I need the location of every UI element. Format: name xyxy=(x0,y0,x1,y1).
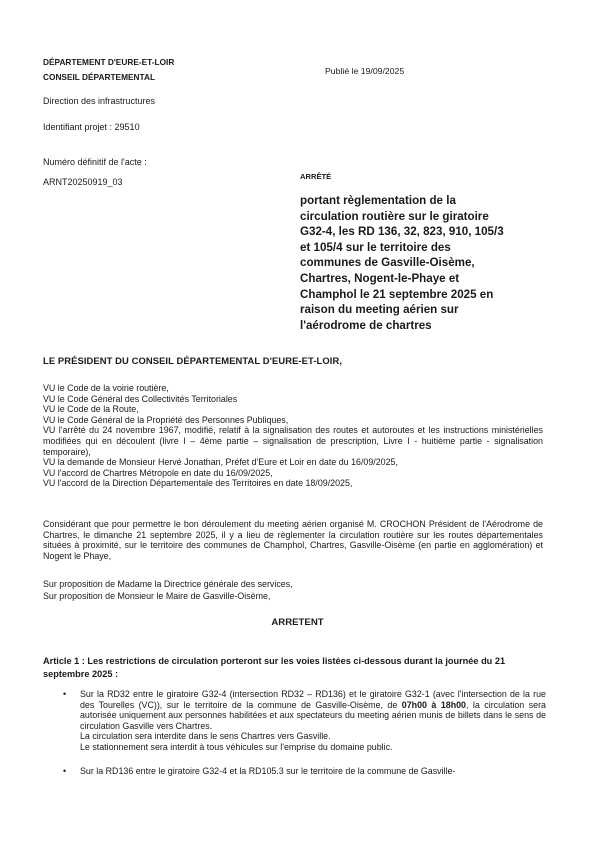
proposals xyxy=(43,579,543,602)
title-line: Chartres, Nogent-le-Phaye et xyxy=(300,271,460,285)
act-number: ARNT20250919_03 xyxy=(43,177,123,187)
department-header xyxy=(43,55,174,85)
arrete-title xyxy=(300,193,540,333)
title-line: portant règlementation de la xyxy=(300,194,456,207)
bullet-text: Sur la RD136 entre le giratoire G32-4 et la RD105.3 sur le territoire de la commune de Gasville- xyxy=(80,766,456,776)
bullet-subline: Le stationnement sera interdit à tous véhicules sur l'emprise du domaine public. xyxy=(80,741,393,752)
arrete-label: ARRÊTÉ xyxy=(300,172,332,181)
title-line: raison du meeting aérien sur xyxy=(300,303,459,317)
bullet-icon: • xyxy=(63,766,67,776)
title-line: et 105/4 sur le territoire des xyxy=(300,240,451,254)
department-name: DÉPARTEMENT D'EURE-ET-LOIR xyxy=(43,57,175,67)
list-item xyxy=(60,689,546,752)
title-line: G32-4, les RD 136, 32, 823, 910, 105/3 xyxy=(300,225,504,239)
title-line: l'aérodrome de chartres xyxy=(300,318,432,332)
article-1-heading: Article 1 : Les restrictions de circulation porteront sur les voies listées ci-dessous durant la journée du 21 septembre 2025 : xyxy=(43,656,506,679)
vu-item: VU l'arrêté du 24 novembre 1967, modifié, relatif à la signalisation des routes et autoroutes et les instructions ministérielles modifiées qui en découlent (livre I – 4ème partie – signalisation de prescription, Livre I - huitième partie - signalisation temporaire), xyxy=(43,425,543,457)
title-line: communes de Gasville-Oisème, xyxy=(300,256,475,270)
proposal-line: Sur proposition de Madame la Directrice générale des services, xyxy=(43,579,293,589)
vu-list xyxy=(43,383,543,489)
vu-item: VU l'accord de la Direction Départementale des Territoires en date 18/09/2025, xyxy=(43,478,353,489)
bullet-subline: La circulation sera interdite dans le sens Chartres vers Gasville. xyxy=(80,731,331,741)
publication-date: Publié le 19/09/2025 xyxy=(325,66,405,76)
act-number-label: Numéro définitif de l'acte : xyxy=(43,157,147,167)
vu-item: VU le Code de la Route, xyxy=(43,404,139,415)
vu-item: VU le Code Général des Collectivités Territoriales xyxy=(43,393,238,404)
restrictions-list xyxy=(60,689,546,791)
project-id: Identifiant projet : 29510 xyxy=(43,122,140,132)
bullet-text: Sur la RD32 entre le giratoire G32-4 (intersection RD32 – RD136) et le giratoire G32-1 (avec l'intersection de la rue des Tourelles (VC)), sur le territoire de la commune de Gasville-Oisème, de xyxy=(80,689,546,710)
president-heading: LE PRÉSIDENT DU CONSEIL DÉPARTEMENTAL D'EURE-ET-LOIR, xyxy=(43,355,343,366)
vu-item: VU le Code Général de la Propriété des Personnes Publiques, xyxy=(43,414,289,425)
title-line: Champhol le 21 septembre 2025 en xyxy=(300,287,494,301)
vu-item: VU l'accord de Chartres Métropole en date du 16/09/2025, xyxy=(43,467,273,478)
direction-label: Direction des infrastructures xyxy=(43,96,156,106)
bullet-icon: • xyxy=(63,689,67,699)
title-line: circulation routière sur le giratoire xyxy=(300,209,489,223)
bullet-text: , la circulation sera autorisée uniquement aux personnes habilitées et aux spectateurs du meeting aérien munis de billets dans le sens de circulation Gasville vers Chartres. xyxy=(80,699,546,731)
arretent-heading: ARRETENT xyxy=(271,617,324,628)
vu-item: VU le Code de la voirie routière, xyxy=(43,383,169,393)
hours-range: 07h00 à 18h00 xyxy=(401,699,466,710)
considerant-paragraph: Considérant que pour permettre le bon déroulement du meeting aérien organisé M. CROCHON Président de l'Aérodrome de Chartres, le dimanche 21 septembre 2025, il y a lieu de règlementer la circulation routière sur les routes départementales situées à proximité, sur le territoire des communes de Champhol, Chartres, Gasville-Oisème (en partie en agglomération) et Nogent le Phaye, xyxy=(43,519,543,561)
vu-item: VU la demande de Monsieur Hervé Jonathan, Préfet d'Eure et Loir en date du 16/09/2025, xyxy=(43,457,398,468)
list-item xyxy=(60,766,546,777)
proposal-line: Sur proposition de Monsieur le Maire de Gasville-Oisème, xyxy=(43,590,271,601)
council-name: CONSEIL DÉPARTEMENTAL xyxy=(43,72,156,82)
